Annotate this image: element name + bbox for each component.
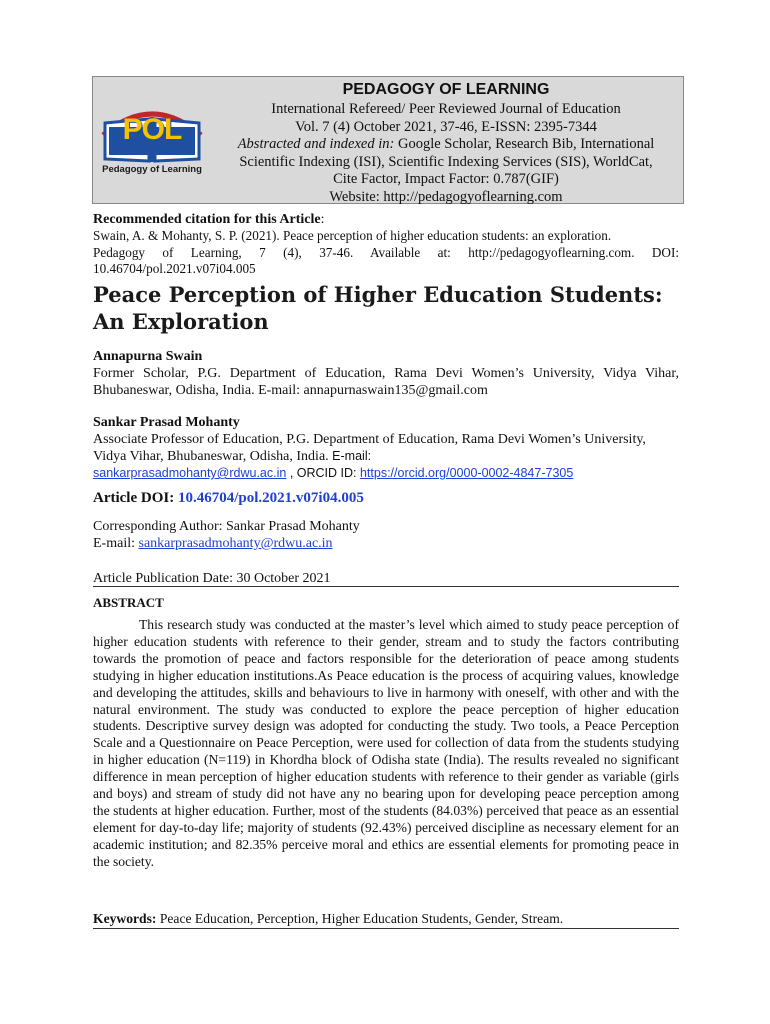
journal-logo xyxy=(97,101,207,187)
citation-text xyxy=(93,228,679,278)
journal-name: PEDAGOGY OF LEARNING xyxy=(342,81,550,98)
author-1 xyxy=(93,348,679,399)
citation-label: Recommended citation for this Article xyxy=(93,212,321,227)
citation-line-2: Pedagogy of Learning, 7 (4), 37-46. Available at: http://pedagogyoflearning.com. DOI: xyxy=(93,244,679,260)
author-2 xyxy=(93,414,679,482)
citation-line-1: Swain, A. & Mohanty, S. P. (2021). Peace perception of higher education students: an exploration. xyxy=(93,228,612,243)
corresponding-author-line: Corresponding Author: Sankar Prasad Mohanty xyxy=(93,519,360,534)
journal-info xyxy=(211,79,681,207)
author-2-contacts xyxy=(93,465,679,482)
corresponding-email-link[interactable]: sankarprasadmohanty@rdwu.ac.in xyxy=(138,536,333,551)
keywords-label: Keywords: xyxy=(93,911,157,926)
orcid-label: , ORCID ID: xyxy=(286,466,360,480)
citation-colon: : xyxy=(320,212,325,227)
journal-header xyxy=(92,76,684,204)
orcid-link[interactable]: https://orcid.org/0000-0002-4847-7305 xyxy=(359,466,574,480)
journal-volume: Vol. 7 (4) October 2021, 37-46, E-ISSN: 2395-7344 xyxy=(295,118,597,135)
indexing-line-1 xyxy=(211,136,681,154)
author-1-affiliation: Former Scholar, P.G. Department of Education, Rama Devi Women’s University, Vidya Vihar, Bhubaneswar, Odisha, India. E-mail: annapurnaswain135@gmail.com xyxy=(93,366,679,398)
article-doi xyxy=(93,490,679,507)
corresponding-email-label: E-mail: xyxy=(93,536,139,551)
abstract-text: This research study was conducted at the master’s level which aimed to study peace perception of higher education students with reference to their gender, stream and to study the factors contributing towards the promotion of peace and factors responsible for the deterioration of peace among students studying in higher education institutions.As Peace education is the process of acquiring values, knowledge and developing the attitudes, skills and behaviours to live in harmony with oneself, with other and with the natural environment. The study was conducted to explore the peace perception of higher education students. Descriptive survey design was adopted for conducting the study. Two tools, a Peace Perception Scale and a Questionnaire on Peace Perception, were used for collection of data from the students studying in higher education (N=119) in Khordha block of Odisha state (India). The results revealed no significant difference in mean perception of higher education students with reference to their gender as variable (girls and boys) and stream of study did not have any no bearing upon for developing peace perception among the students at higher education. Further, most of the students (84.03%) perceived that peace as an essential element for day-to-day life; majority of students (92.43%) perceived discipline as necessary element for an academic institution; and 82.35% perceive moral and ethics are essential elements for promoting peace in the society. xyxy=(93,617,679,869)
citation-heading xyxy=(93,211,679,228)
indexing-line-2: Scientific Indexing (ISI), Scientific Indexing Services (SIS), WorldCat, xyxy=(239,153,653,170)
journal-subtitle: International Refereed/ Peer Reviewed Journal of Education xyxy=(271,101,621,117)
abstracted-label: Abstracted and indexed in: xyxy=(237,136,395,153)
publication-date: Article Publication Date: 30 October 2021 xyxy=(93,571,331,586)
author-1-name: Annapurna Swain xyxy=(93,349,203,364)
author-2-affiliation xyxy=(93,431,679,465)
indexing-line-3: Cite Factor, Impact Factor: 0.787(GIF) xyxy=(333,171,559,188)
author-2-affiliation-text: Associate Professor of Education, P.G. Department of Education, Rama Devi Women’s University, Vidya Vihar, Bhubaneswar, Odisha, India. xyxy=(93,432,646,464)
keywords xyxy=(93,910,679,927)
logo-caption: Pedagogy of Learning xyxy=(102,164,202,175)
divider-bottom xyxy=(93,928,679,929)
corresponding-email-line xyxy=(93,535,679,552)
logo-letters: POL xyxy=(122,113,182,146)
doi-label: Article DOI: xyxy=(93,490,178,506)
citation-block xyxy=(93,211,679,278)
author-2-email-label: E-mail: xyxy=(332,449,372,463)
article-title: Peace Perception of Higher Education Students: An Exploration xyxy=(93,282,663,334)
author-2-email-link[interactable]: sankarprasadmohanty@rdwu.ac.in xyxy=(93,466,287,480)
indexing-text-1: Google Scholar, Research Bib, International xyxy=(394,136,655,153)
abstract-title: ABSTRACT xyxy=(93,595,164,610)
divider-top xyxy=(93,586,679,587)
journal-website[interactable]: Website: http://pedagogyoflearning.com xyxy=(329,188,563,205)
corresponding-author xyxy=(93,518,679,552)
author-2-name: Sankar Prasad Mohanty xyxy=(93,415,240,430)
keywords-text: Peace Education, Perception, Higher Education Students, Gender, Stream. xyxy=(156,911,564,926)
abstract-heading xyxy=(93,594,679,611)
citation-line-3: 10.46704/pol.2021.v07i04.005 xyxy=(93,261,256,276)
doi-link[interactable]: 10.46704/pol.2021.v07i04.005 xyxy=(177,490,364,506)
